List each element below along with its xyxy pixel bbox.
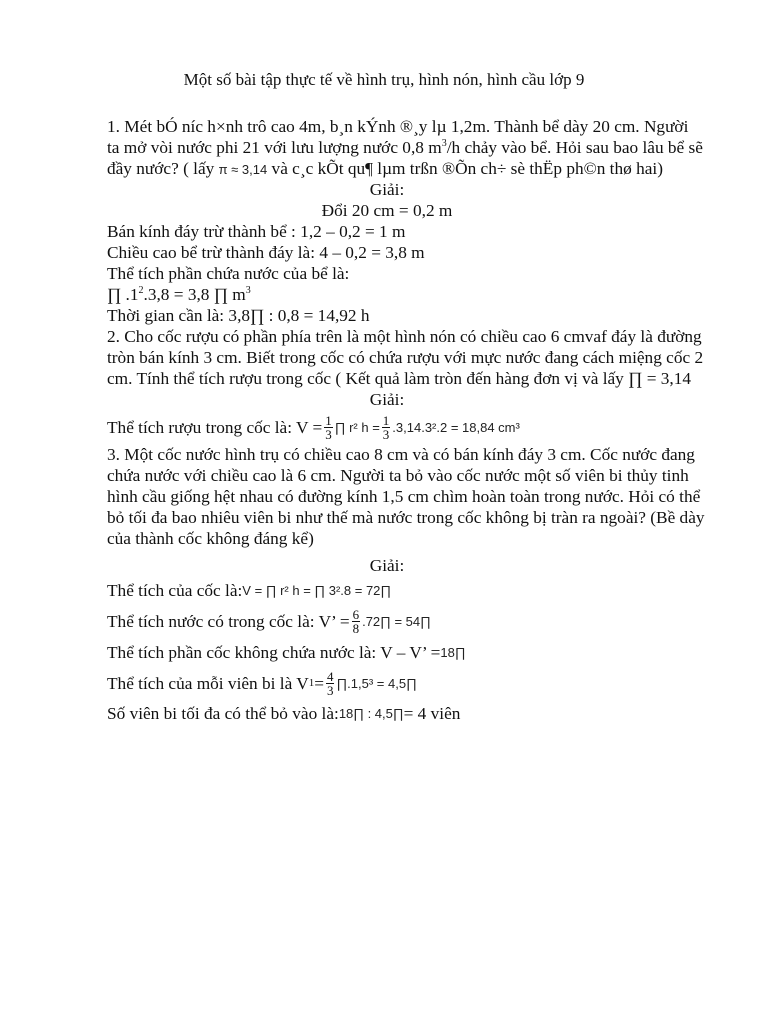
fraction-denominator: 3 bbox=[326, 682, 334, 698]
pi-approx-formula: π ≈ 3,14 bbox=[218, 162, 268, 177]
text-segment: Thể tích của cốc là: bbox=[107, 580, 243, 600]
problem-2-text-line: tròn bán kính 3 cm. Biết trong cốc có chứa rượu với mực nước đang cách miệng cốc 2 bbox=[107, 348, 704, 367]
superscript: 2 bbox=[138, 285, 144, 297]
formula-segment: ∏.1,5³ = 4,5∏ bbox=[336, 675, 417, 691]
fraction-denominator: 3 bbox=[382, 426, 390, 442]
text-segment: = 4 viên bbox=[403, 703, 461, 723]
superscript: 3 bbox=[245, 285, 251, 297]
document-body bbox=[107, 116, 705, 726]
solution-step: Bán kính đáy trừ thành bể : 1,2 – 0,2 = 1 m bbox=[107, 222, 406, 241]
superscript: 3 bbox=[441, 138, 447, 150]
fraction-numerator: 6 bbox=[352, 606, 360, 622]
problem-1-text-line bbox=[107, 137, 703, 158]
text-segment: Thể tích nước có trong cốc là: V’ = bbox=[107, 611, 350, 631]
solution-step bbox=[107, 604, 667, 638]
fraction-denominator: 3 bbox=[325, 426, 332, 442]
solution-label: Giải: bbox=[369, 390, 405, 409]
text-segment: /h chảy vào bể. Hỏi sau bao lâu bể sẽ bbox=[446, 138, 703, 157]
problem-2-text-line: cm. Tính thể tích rượu trong cốc ( Kết quả làm tròn đến hàng đơn vị và lấy ∏ = 3,14 bbox=[107, 369, 692, 388]
fraction bbox=[324, 414, 333, 441]
formula-segment: ∏ r² h = bbox=[334, 419, 380, 435]
solution-step: Đổi 20 cm = 0,2 m bbox=[321, 201, 453, 220]
problem-3-text-line: chứa nước với chiều cao là 6 cm. Người ta bỏ vào cốc nước một số viên bi thủy tinh bbox=[107, 466, 689, 485]
solution-label: Giải: bbox=[369, 180, 405, 199]
fraction-numerator: 1 bbox=[325, 412, 332, 428]
text-segment: .3,8 = 3,8 ∏ m bbox=[143, 285, 246, 304]
text-segment: và c¸c kÕt qu¶ lµm trßn ®Õn ch÷ sè thËp ph©n thø hai) bbox=[267, 159, 663, 178]
fraction-numerator: 4 bbox=[326, 668, 334, 684]
problem-2-text-line: 2. Cho cốc rượu có phần phía trên là một hình nón có chiều cao 6 cmvaf đáy là đường bbox=[107, 327, 702, 346]
problem-3-text-line: bỏ tối đa bao nhiêu viên bi như thế mà nước trong cốc không bị tràn ra ngoài? (Bề dày bbox=[107, 508, 705, 527]
solution-step bbox=[107, 576, 667, 604]
text-segment: Thể tích rượu trong cốc là: V = bbox=[107, 417, 323, 437]
solution-step: Thời gian cần là: 3,8∏ : 0,8 = 14,92 h bbox=[107, 306, 370, 325]
solution-step: Thể tích của mỗi viên bi là V 1 = $\frac{4}{3}$ ∏.1,5³ = 4,5∏ bbox=[107, 668, 417, 698]
solution-label: Giải: bbox=[369, 556, 405, 575]
text-segment: ta mở vòi nước phi 21 với lưu lượng nước 0,8 m bbox=[107, 138, 442, 157]
fraction bbox=[326, 670, 335, 697]
problem-1 bbox=[107, 116, 703, 326]
solution-step bbox=[107, 284, 667, 305]
problem-3-text-line: hình cầu giống hệt nhau có đường kính 1,5 cm chìm hoàn toàn trong nước. Hỏi có thể bbox=[107, 487, 701, 506]
text-segment: = bbox=[314, 673, 324, 693]
formula-segment: 18∏ bbox=[440, 644, 466, 660]
formula-segment: 18∏ : 4,5∏ bbox=[338, 705, 404, 721]
fraction-denominator: 8 bbox=[352, 620, 360, 636]
problem-3-text-line: 3. Một cốc nước hình trụ có chiều cao 8 cm và có bán kính đáy 3 cm. Cốc nước đang bbox=[107, 445, 695, 464]
solution-step bbox=[107, 410, 667, 444]
text-segment: Thể tích của mỗi viên bi là V bbox=[107, 673, 309, 693]
solution-step: Chiều cao bể trừ thành đáy là: 4 – 0,2 = 3,8 m bbox=[107, 243, 425, 262]
solution-step bbox=[107, 700, 667, 726]
problem-3 bbox=[107, 444, 705, 726]
problem-1-text-line bbox=[107, 158, 667, 179]
problem-1-text-line: 1. Mét bÓ níc h×nh trô cao 4m, b¸n kÝnh ®¸y lµ 1,2m. Thành bể dày 20 cm. Người bbox=[107, 117, 689, 136]
problem-3-text-line: của thành cốc không đáng kể) bbox=[107, 529, 314, 548]
text-segment: đầy nước? ( lấy bbox=[107, 159, 219, 178]
text-segment: ∏ .1 bbox=[107, 285, 139, 304]
problem-2 bbox=[107, 326, 704, 444]
text-segment: Số viên bi tối đa có thể bỏ vào là: bbox=[107, 703, 339, 723]
solution-step: Thể tích phần chứa nước của bể là: bbox=[107, 264, 350, 283]
fraction bbox=[352, 608, 361, 635]
formula-segment: V = ∏ r² h = ∏ 3².8 = 72∏ bbox=[242, 582, 392, 598]
text-segment: Thể tích phần cốc không chứa nước là: V – V’ = bbox=[107, 642, 441, 662]
fraction-numerator: 1 bbox=[382, 412, 390, 428]
formula-segment: .72∏ = 54∏ bbox=[362, 613, 431, 629]
fraction bbox=[382, 414, 391, 441]
solution-step bbox=[107, 638, 667, 666]
document-title: Một số bài tập thực tế về hình trụ, hình nón, hình cầu lớp 9 bbox=[183, 70, 585, 89]
formula-segment: .3,14.3².2 = 18,84 cm³ bbox=[392, 419, 520, 435]
